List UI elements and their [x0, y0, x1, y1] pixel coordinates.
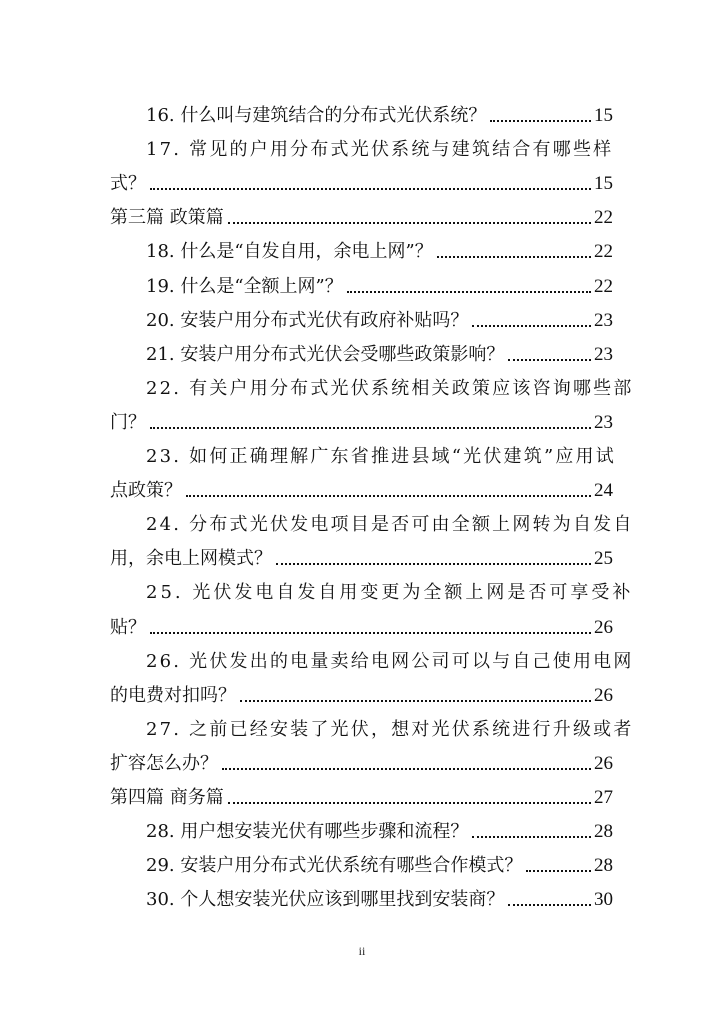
- toc-entry[interactable]: [110, 468, 613, 502]
- toc-entry[interactable]: [146, 877, 613, 911]
- toc-leader-dots: [276, 563, 591, 565]
- toc-entry[interactable]: [110, 400, 613, 434]
- toc-page-number: 15: [594, 173, 613, 195]
- toc-entry[interactable]: [110, 536, 613, 570]
- toc-entry[interactable]: [110, 195, 613, 229]
- toc-entry[interactable]: [146, 332, 613, 366]
- toc-entry-title: 25. 光伏发电自发自用变更为全额上网是否可享受补: [146, 582, 634, 604]
- toc-page-number: 30: [594, 889, 613, 911]
- toc-entry-title: 门？: [110, 411, 146, 433]
- toc-entry-title: 17. 常见的户用分布式光伏系统与建筑结合有哪些样: [146, 139, 614, 161]
- toc-entry-title: 28. 用户想安装光伏有哪些步骤和流程？: [146, 821, 469, 843]
- toc-leader-dots: [490, 120, 591, 122]
- toc-entry-title: 扩容怎么办？: [110, 752, 218, 774]
- toc-page-number: 26: [594, 616, 613, 638]
- toc-entry-title: 第四篇 商务篇: [110, 787, 224, 808]
- toc-leader-dots: [472, 836, 591, 838]
- toc-page-number: 28: [594, 821, 613, 843]
- toc-page-number: 23: [594, 343, 613, 365]
- toc-leader-dots: [240, 700, 591, 702]
- toc-leader-dots: [472, 325, 591, 327]
- toc-entry[interactable]: [146, 809, 613, 843]
- toc-leader-dots: [526, 870, 591, 872]
- toc-entry[interactable]: [146, 264, 613, 298]
- toc-entry[interactable]: [146, 298, 613, 332]
- toc-leader-dots: [228, 802, 591, 804]
- toc-entry-continued[interactable]: [146, 434, 616, 468]
- toc-page-number: 23: [594, 411, 613, 433]
- toc-page-number: 26: [594, 684, 613, 706]
- toc-entry-title: 30. 个人想安装光伏应该到哪里找到安装商？: [146, 889, 505, 911]
- toc-leader-dots: [347, 291, 591, 293]
- toc-leader-dots: [508, 359, 591, 361]
- toc-entry-title: 26. 光伏发出的电量卖给电网公司可以与自己使用电网: [146, 650, 634, 672]
- toc-entry[interactable]: [110, 605, 613, 639]
- toc-entry-title: 22. 有关户用分布式光伏系统相关政策应该咨询哪些部: [146, 377, 634, 399]
- toc-entry-continued[interactable]: [146, 502, 634, 536]
- toc-entry-continued[interactable]: [146, 707, 634, 741]
- toc-entry[interactable]: [146, 93, 613, 127]
- toc-page-number: 28: [594, 855, 613, 877]
- toc-leader-dots: [150, 632, 591, 634]
- toc-leader-dots: [150, 427, 591, 429]
- toc-entry-continued[interactable]: [146, 639, 634, 673]
- toc-page-number: 26: [594, 752, 613, 774]
- toc-entry-title: 19. 什么是“全额上网”？: [146, 275, 343, 297]
- toc-page-number: 27: [594, 787, 613, 808]
- toc-entry-title: 第三篇 政策篇: [110, 207, 224, 229]
- toc-entry-title: 的电费对扣吗？: [110, 684, 236, 706]
- toc-entry-title: 20. 安装户用分布式光伏有政府补贴吗？: [146, 309, 469, 331]
- page-number-footer: ii: [358, 944, 366, 958]
- toc-page-number: 22: [594, 207, 613, 229]
- toc-entry-title: 用，余电上网模式？: [110, 548, 272, 570]
- toc-entry[interactable]: [110, 775, 613, 809]
- toc-entry-title: 式？: [110, 173, 146, 195]
- toc-leader-dots: [437, 256, 591, 258]
- toc-entry-continued[interactable]: [146, 570, 634, 604]
- toc-entry-title: 27. 之前已经安装了光伏，想对光伏系统进行升级或者: [146, 718, 634, 740]
- toc-entry-title: 29. 安装户用分布式光伏系统有哪些合作模式？: [146, 855, 523, 877]
- toc-entry-title: 16. 什么叫与建筑结合的分布式光伏系统？: [146, 105, 487, 126]
- toc-page-number: 25: [594, 548, 613, 570]
- toc-page-number: 22: [594, 241, 613, 263]
- toc-entry-title: 21. 安装户用分布式光伏会受哪些政策影响？: [146, 343, 505, 365]
- toc-entry[interactable]: [146, 229, 613, 263]
- toc-entry-continued[interactable]: [146, 366, 634, 400]
- toc-leader-dots: [228, 222, 591, 224]
- toc-entry[interactable]: [146, 843, 613, 877]
- toc-page-number: 23: [594, 309, 613, 331]
- toc-entry-title: 23. 如何正确理解广东省推进县域“光伏建筑”应用试: [146, 446, 616, 467]
- toc-entry-title: 24. 分布式光伏发电项目是否可由全额上网转为自发自: [146, 514, 634, 536]
- toc-page-number: 24: [594, 480, 613, 502]
- toc-entry-title: 18. 什么是“自发自用，余电上网”？: [146, 241, 433, 263]
- toc-leader-dots: [186, 495, 591, 497]
- toc-leader-dots: [150, 188, 591, 190]
- toc-entry-continued[interactable]: [146, 127, 613, 161]
- toc-page-number: 22: [594, 275, 613, 297]
- toc-leader-dots: [222, 768, 591, 770]
- toc-entry-title: 点政策？: [110, 480, 182, 502]
- toc-entry[interactable]: [110, 161, 613, 195]
- toc-entry-title: 贴？: [110, 616, 146, 638]
- toc-leader-dots: [508, 904, 591, 906]
- toc-entry[interactable]: [110, 741, 613, 775]
- toc-entry[interactable]: [110, 673, 613, 707]
- toc-page-number: 15: [594, 105, 613, 126]
